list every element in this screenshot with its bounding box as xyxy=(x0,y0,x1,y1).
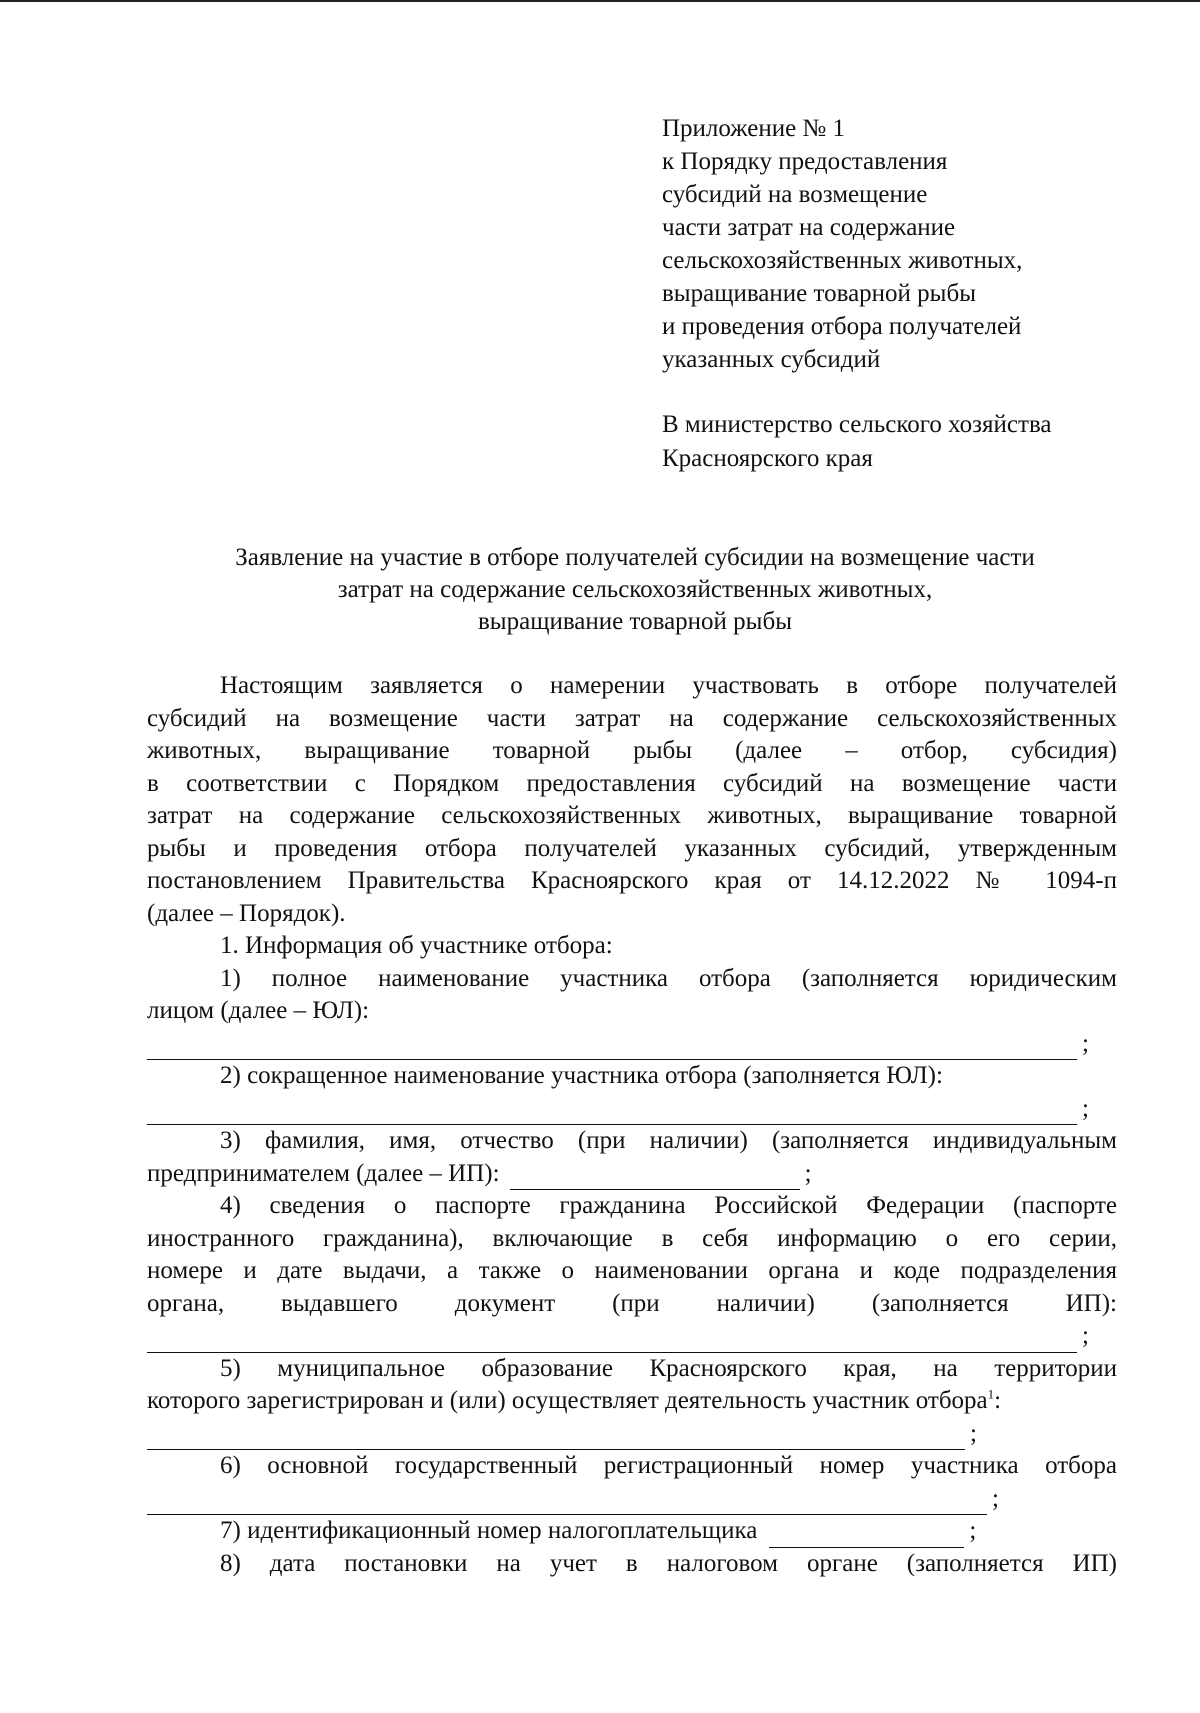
section-heading: 1. Информация об участнике отбора: xyxy=(220,932,613,959)
item-6-fill-row xyxy=(147,1483,1117,1516)
item-1-text: 1) полное наименование участника отбора (заполняется юридическим xyxy=(220,964,1117,992)
scan-edge-line xyxy=(0,0,1200,2)
semicolon: ; xyxy=(970,1419,977,1447)
item-5-fill-row xyxy=(147,1418,1117,1451)
appendix-header-line: части затрат на содержание xyxy=(662,214,956,241)
item-5-text-cont xyxy=(147,1385,1117,1418)
intro-line: в соответствии с Порядком предоставления субсидий на возмещение части xyxy=(147,769,1117,797)
semicolon: ; xyxy=(804,1159,812,1187)
appendix-header xyxy=(662,112,1162,376)
item-4-text-cont: иностранного гражданина), включающие в себя информацию о его серии, xyxy=(147,1224,1117,1252)
short-name-field[interactable] xyxy=(147,1102,1077,1125)
full-name-field[interactable] xyxy=(147,1037,1077,1060)
appendix-header-line: к Порядку предоставления xyxy=(662,148,948,175)
item-4-text-cont: органа, выдавшего документ (при наличии) (заполняется ИП): xyxy=(147,1289,1117,1317)
item-7-row xyxy=(147,1515,1117,1548)
intro-line: (далее – Порядок). xyxy=(147,899,346,927)
inn-field[interactable] xyxy=(769,1525,964,1548)
semicolon: ; xyxy=(1082,1094,1089,1122)
entrepreneur-name-field[interactable] xyxy=(510,1167,800,1190)
municipality-field[interactable] xyxy=(147,1427,965,1450)
appendix-header-line: субсидий на возмещение xyxy=(662,181,928,208)
intro-line: Настоящим заявляется о намерении участвовать в отборе получателей xyxy=(220,672,1117,699)
item-6-text: 6) основной государственный регистрационный номер участника отбора xyxy=(220,1452,1117,1479)
semicolon: ; xyxy=(1082,1322,1089,1349)
ogrn-field[interactable] xyxy=(147,1492,987,1515)
addressee-line: В министерство сельского хозяйства xyxy=(662,411,1052,438)
document-title-line: затрат на содержание сельскохозяйственных животных, xyxy=(337,576,933,603)
item-3-text-cont: предпринимателем (далее – ИП): xyxy=(147,1159,500,1187)
semicolon: ; xyxy=(1082,1029,1089,1057)
item-4-fill-row xyxy=(147,1320,1117,1353)
item-1-fill-row xyxy=(147,1028,1117,1061)
footnote-mark: 1 xyxy=(987,1386,995,1402)
appendix-header-line: сельскохозяйственных животных, xyxy=(662,247,1023,274)
intro-line: субсидий на возмещение части затрат на содержание сельскохозяйственных xyxy=(147,704,1117,732)
passport-field[interactable] xyxy=(147,1330,1077,1353)
appendix-header-line: и проведения отбора получателей xyxy=(662,313,1022,340)
item-4-text-cont: номере и дате выдачи, а также о наименовании органа и коде подразделения xyxy=(147,1257,1117,1284)
document-title-line: выращивание товарной рыбы xyxy=(478,608,792,635)
semicolon: ; xyxy=(992,1484,999,1512)
intro-line: животных, выращивание товарной рыбы (далее – отбор, субсидия) xyxy=(147,737,1117,764)
appendix-header-line: Приложение № 1 xyxy=(662,115,846,142)
document-body xyxy=(147,670,1117,1580)
intro-line: постановлением Правительства Красноярского края от 14.12.2022 № 1094-п xyxy=(147,867,1117,894)
item-3-text: 3) фамилия, имя, отчество (при наличии) (заполняется индивидуальным xyxy=(220,1127,1117,1154)
item-5-text-main: которого зарегистрирован и (или) осуществляет деятельность участник отбора xyxy=(147,1387,988,1414)
item-5-colon: : xyxy=(994,1387,1002,1414)
document-title-line: Заявление на участие в отборе получателей субсидии на возмещение части xyxy=(235,544,1035,571)
document-title xyxy=(140,542,1130,638)
item-4-text: 4) сведения о паспорте гражданина Российской Федерации (паспорте xyxy=(220,1192,1117,1219)
semicolon: ; xyxy=(969,1517,977,1544)
item-3-fill-row xyxy=(147,1158,1117,1191)
item-1-text-cont: лицом (далее – ЮЛ): xyxy=(147,997,370,1024)
item-5-text: 5) муниципальное образование Красноярского края, на территории xyxy=(220,1354,1117,1382)
item-2-fill-row xyxy=(147,1093,1117,1126)
item-8-text: 8) дата постановки на учет в налоговом органе (заполняется ИП) xyxy=(220,1549,1117,1577)
intro-line: рыбы и проведения отбора получателей указанных субсидий, утвержденным xyxy=(147,834,1117,862)
appendix-header-line: выращивание товарной рыбы xyxy=(662,280,976,307)
item-7-text: 7) идентификационный номер налогоплательщика xyxy=(220,1517,758,1544)
appendix-header-line: указанных субсидий xyxy=(662,346,881,373)
addressee-block xyxy=(662,408,1162,476)
item-2-text: 2) сокращенное наименование участника отбора (заполняется ЮЛ): xyxy=(220,1062,943,1089)
intro-line: затрат на содержание сельскохозяйственных животных, выращивание товарной xyxy=(147,802,1117,829)
addressee-line: Красноярского края xyxy=(662,445,873,472)
